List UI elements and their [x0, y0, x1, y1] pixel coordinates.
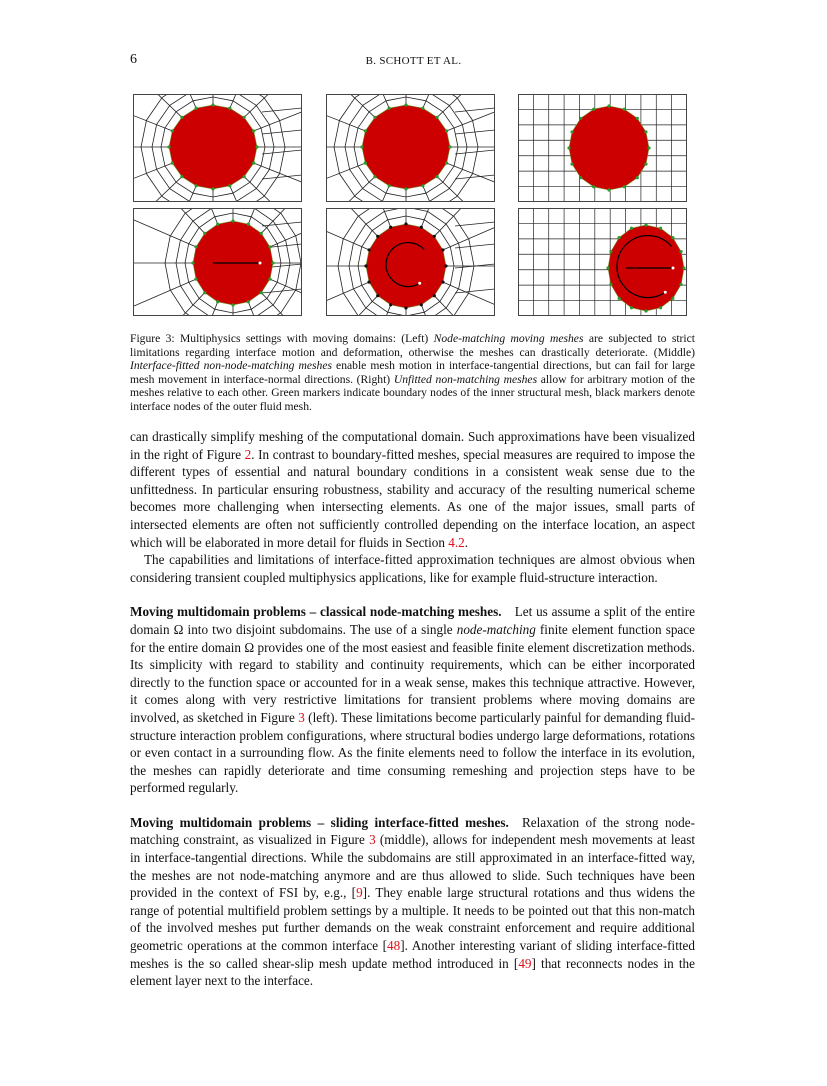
green-marker — [211, 187, 214, 190]
green-marker — [607, 104, 610, 107]
green-marker — [243, 175, 246, 178]
black-marker — [376, 294, 379, 297]
mesh-line — [447, 163, 495, 202]
mesh-line — [443, 282, 495, 316]
mesh-figure — [326, 208, 495, 316]
green-marker — [216, 223, 219, 226]
green-marker — [607, 188, 610, 191]
mesh-line — [455, 175, 495, 179]
mesh-line — [262, 150, 302, 154]
text-run: are subjected to strict limitations regarding interface motion and deformation, otherwise the meshes can drastically deteriorate. (Middle) — [130, 332, 696, 359]
text-run: allow for arbitrary motion of the meshes relative to each other. Green markers indicate boundary nodes of the inner structural mesh, black markers denote interface nodes of the outer fluid mesh. — [130, 372, 695, 413]
text-run: node-matching — [456, 621, 536, 637]
mesh-figure — [133, 94, 302, 202]
green-marker — [421, 107, 424, 110]
mesh-line — [326, 208, 378, 236]
green-marker — [252, 161, 255, 164]
green-marker — [388, 107, 391, 110]
green-marker — [644, 309, 647, 312]
green-marker — [644, 223, 647, 226]
text-run: The capabilities and limitations of interface-fitted approximation techniques are almost obvious when considering transient coupled multiphysics applications, like for example fluid-structure interaction. — [130, 552, 695, 585]
arrow-head — [672, 267, 675, 270]
panel-middle-top — [326, 94, 495, 202]
green-marker — [211, 103, 214, 106]
mesh-line — [244, 94, 302, 117]
green-marker — [671, 236, 674, 239]
green-marker — [203, 291, 206, 294]
green-marker — [570, 130, 573, 133]
mesh-line — [261, 208, 302, 233]
black-marker — [420, 303, 423, 306]
black-marker — [367, 280, 370, 283]
green-marker — [404, 187, 407, 190]
green-marker — [252, 129, 255, 132]
green-marker — [247, 223, 250, 226]
green-marker — [373, 116, 376, 119]
body-text — [130, 428, 695, 990]
mesh-line — [262, 289, 302, 293]
green-marker — [659, 227, 662, 230]
mesh-line — [248, 208, 302, 224]
paragraph — [130, 603, 695, 797]
green-marker — [618, 236, 621, 239]
black-marker — [444, 264, 447, 267]
reference-link[interactable]: 49 — [518, 955, 532, 971]
black-marker — [376, 235, 379, 238]
text-run: finite element function space for the entire domain Ω provides one of the most easiest and feasible finite element discretization methods. Its simplicity with regard to stability and continuity requirements, which can be either incorporated directly to the function space or accounted for in a weak sense, makes this technique attractive. However, it comes along with very restrictive limitations for transient problems where moving domains are involved, as sketched in Figure — [130, 621, 695, 725]
green-marker — [228, 184, 231, 187]
panel-left-bottom — [133, 208, 302, 316]
green-marker — [436, 116, 439, 119]
figure-caption — [130, 332, 695, 414]
green-marker — [659, 306, 662, 309]
green-marker — [636, 176, 639, 179]
reference-link[interactable]: 3 — [369, 832, 376, 848]
mesh-line — [455, 108, 495, 112]
green-marker — [644, 162, 647, 165]
section-heading: Moving multidomain problems – classical node-matching meshes. — [130, 604, 502, 620]
green-marker — [445, 161, 448, 164]
green-marker — [623, 108, 626, 111]
mesh-line — [261, 293, 302, 316]
green-marker — [682, 266, 685, 269]
reference-link[interactable]: 3 — [298, 709, 305, 725]
paragraph — [130, 551, 695, 586]
green-marker — [228, 107, 231, 110]
text-run: Figure 3: Multiphysics settings with moving domains: (Left) — [130, 332, 434, 345]
arrow-head — [418, 282, 421, 285]
text-run: . In contrast to boundary-fitted meshes, special measures are required to impose the different types of essential and natural boundary conditions in a consistent weak sense due to the unfittedness. In particular ensuring robustness, stability and accuracy of the resulting numerical scheme becomes more challenging when intersecting elements. As one of the major issues, small parts of intersected elements are often not sufficiently controlled depending on the interface location, an aspect which will be elaborated in more detail for fluids in Section — [130, 446, 695, 550]
green-marker — [680, 250, 683, 253]
green-marker — [644, 130, 647, 133]
text-run: Let us assume a split of the entire domain Ω into two disjoint subdomains. The use of a single — [130, 604, 695, 637]
green-marker — [194, 245, 197, 248]
green-marker — [360, 145, 363, 148]
green-marker — [364, 161, 367, 164]
green-marker — [191, 261, 194, 264]
green-marker — [271, 261, 274, 264]
green-marker — [579, 117, 582, 120]
green-marker — [579, 176, 582, 179]
mesh-figure — [326, 94, 495, 202]
text-run: (left). These limitations become particularly painful for demanding fluid-structure interaction problem configurations, where structural bodies undergo large deformations, rotations or even contact in a surrounding flow. As the finite elements need to follow the interface in its evolution, the meshes can rapidly deteriorate and time consuming remeshing and projection steps have to be performed regularly. — [130, 709, 695, 796]
black-marker — [404, 306, 407, 309]
mesh-figure — [518, 94, 687, 202]
paragraph — [130, 814, 695, 990]
green-marker — [195, 184, 198, 187]
black-marker — [420, 226, 423, 229]
mesh-figure — [518, 208, 687, 316]
running-title: B. SCHOTT ET AL. — [365, 55, 462, 67]
black-marker — [433, 294, 436, 297]
black-marker — [389, 303, 392, 306]
green-marker — [592, 108, 595, 111]
mesh-line — [254, 163, 302, 202]
green-marker — [445, 129, 448, 132]
green-marker — [609, 250, 612, 253]
black-marker — [367, 248, 370, 251]
green-marker — [171, 129, 174, 132]
text-run: ]. Another interesting variant of sliding interface-fitted meshes is the so called shear-slip mesh update method introduced in [ — [130, 938, 695, 971]
mesh-line — [455, 222, 495, 226]
mesh-line — [455, 150, 495, 154]
mesh-line — [437, 94, 495, 117]
text-run: Interface-fitted non-node-matching meshes — [130, 359, 332, 373]
green-marker — [373, 175, 376, 178]
panel-left-top — [133, 94, 302, 202]
arrow-head — [664, 291, 667, 294]
green-marker — [260, 291, 263, 294]
green-marker — [623, 185, 626, 188]
black-marker — [389, 226, 392, 229]
green-marker — [364, 129, 367, 132]
mesh-line — [133, 279, 196, 316]
mesh-line — [326, 305, 391, 316]
text-run: Unfitted non-matching meshes — [393, 372, 538, 386]
green-marker — [436, 175, 439, 178]
black-marker — [364, 264, 367, 267]
green-marker — [171, 161, 174, 164]
green-marker — [570, 162, 573, 165]
mesh-line — [248, 302, 302, 316]
text-run: Relaxation of the strong node-matching constraint, as visualized in Figure — [130, 814, 695, 848]
mesh-line — [455, 244, 495, 248]
panel-right-bottom — [518, 208, 687, 316]
mesh-figure — [133, 208, 302, 316]
green-marker — [247, 300, 250, 303]
reference-link[interactable]: 48 — [387, 938, 401, 954]
green-marker — [231, 303, 234, 306]
green-marker — [260, 232, 263, 235]
green-marker — [421, 184, 424, 187]
section-heading: Moving multidomain problems – sliding interface-fitted meshes. — [130, 814, 509, 830]
green-marker — [268, 277, 271, 280]
black-marker — [441, 280, 444, 283]
panel-right-top — [518, 94, 687, 202]
black-marker — [441, 248, 444, 251]
green-marker — [606, 266, 609, 269]
reference-link[interactable]: 2 — [244, 446, 252, 462]
green-marker — [618, 297, 621, 300]
panel-middle-bottom — [326, 208, 495, 316]
black-marker — [404, 222, 407, 225]
green-marker — [203, 232, 206, 235]
green-marker — [671, 297, 674, 300]
mesh-line — [262, 108, 302, 112]
green-marker — [243, 116, 246, 119]
text-run: . — [464, 534, 469, 550]
mesh-line — [133, 293, 205, 316]
page-number: 6 — [130, 52, 137, 67]
green-marker — [630, 306, 633, 309]
mesh-line — [133, 302, 218, 316]
green-marker — [180, 116, 183, 119]
green-marker — [404, 103, 407, 106]
green-marker — [180, 175, 183, 178]
text-run: can drastically simplify meshing of the computational domain. Such approximations have been visualized in the right of Figure — [130, 429, 695, 462]
text-run: Node-matching moving meshes — [433, 332, 584, 345]
black-marker — [433, 235, 436, 238]
green-marker — [268, 245, 271, 248]
mesh-line — [262, 175, 302, 179]
green-marker — [195, 107, 198, 110]
mesh-line — [262, 222, 302, 226]
green-marker — [231, 219, 234, 222]
green-marker — [592, 185, 595, 188]
reference-link[interactable]: 4.2 — [448, 534, 465, 550]
green-marker — [630, 227, 633, 230]
green-marker — [255, 145, 258, 148]
green-marker — [194, 277, 197, 280]
green-marker — [388, 184, 391, 187]
text-run: ] that reconnects nodes in the element layer next to the interface. — [130, 955, 695, 989]
green-marker — [167, 145, 170, 148]
text-run: enable mesh motion in interface-tangential directions, but can fail for large mesh movement in interface-normal directions. (Right) — [130, 359, 695, 386]
arrow-head — [259, 262, 262, 265]
green-marker — [448, 145, 451, 148]
text-run: (middle), allows for independent mesh movements at least in interface-tangential directions. While the subdomains are still approximated in an interface-fitted way, the meshes are not node-matching anymore and are thus allowed to slide. Such techniques have been provided in the context of FSI by, e.g., [ — [130, 832, 695, 901]
green-marker — [216, 300, 219, 303]
green-marker — [636, 117, 639, 120]
green-marker — [647, 146, 650, 149]
mesh-line — [133, 208, 218, 224]
green-marker — [609, 283, 612, 286]
mesh-line — [244, 177, 302, 202]
mesh-line — [437, 177, 495, 202]
reference-link[interactable]: 9 — [356, 885, 363, 901]
paragraph — [130, 428, 695, 551]
green-marker — [567, 146, 570, 149]
green-marker — [680, 283, 683, 286]
text-run: ]. They enable large structural rotations and thus widens the range of potential multifield problem settings by a multiple. It needs to be pointed out that this non-match of the involved meshes put further demands on the weak constraint enforcement and require additional geometric operations at the common interface [ — [130, 885, 695, 954]
